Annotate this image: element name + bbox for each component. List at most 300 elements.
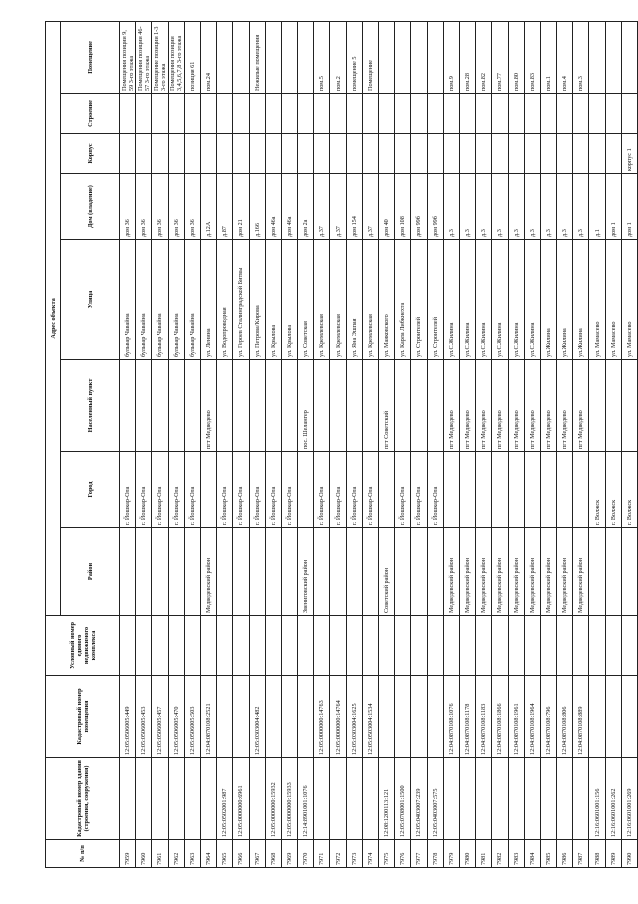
cell-settlement: пгт Медведево [459,360,475,452]
cell-kad-building [330,758,346,840]
cell-settlement [184,360,200,452]
cell-room: пом.2 [330,21,346,93]
cell-korpus [443,134,459,174]
cell-district [136,528,152,616]
cell-district: Медведевский район [476,528,492,616]
table-row [427,21,443,867]
cell-kad-building [168,758,184,840]
header-korpus: Корпус [61,134,120,174]
cell-city: г. Йошкар-Ола [152,452,168,528]
cell-num: 7969 [281,840,297,868]
cell-settlement [330,360,346,452]
cell-korpus [395,134,411,174]
cell-num: 7963 [184,840,200,868]
cell-num: 7988 [589,840,605,868]
cell-num: 7974 [362,840,378,868]
cell-kad-building [508,758,524,840]
cell-settlement [249,360,265,452]
cell-house: дом 108 [395,174,411,240]
cell-district: Медведевский район [492,528,508,616]
cell-settlement: пгт Медведево [573,360,589,452]
cell-kad-room [427,676,443,758]
cell-kad-room: 12:04:0870108:889 [573,676,589,758]
cell-cond-num [508,616,524,676]
cell-cond-num [605,616,621,676]
cell-room [589,21,605,93]
cell-room: пом.9 [443,21,459,93]
cell-num: 7966 [233,840,249,868]
cell-korpus [249,134,265,174]
cell-house: д.3 [540,174,556,240]
cell-kad-room: 12:04:0870108:1178 [459,676,475,758]
table-row [589,21,605,867]
cell-house: дом 46а [281,174,297,240]
cell-street: бульвар Чавайна [152,240,168,360]
cell-settlement: пгт Медведево [524,360,540,452]
cell-street: ул.С.Жилина [492,240,508,360]
table-row [136,21,152,867]
cell-district [217,528,233,616]
cell-kad-room [621,676,637,758]
cell-kad-building [540,758,556,840]
cell-stroenie [379,94,395,134]
cell-stroenie [265,94,281,134]
cell-stroenie [395,94,411,134]
cell-korpus [524,134,540,174]
cell-street: ул.Жилина [557,240,573,360]
cell-room [395,21,411,93]
cell-stroenie [120,94,136,134]
cell-kad-building: 12:05:0502001:987 [217,758,233,840]
cell-num: 7970 [298,840,314,868]
cell-settlement [395,360,411,452]
table-row [249,21,265,867]
cell-num: 7978 [427,840,443,868]
cell-kad-room [411,676,427,758]
cell-street: ул. Крылова [281,240,297,360]
cell-district: Медведевский район [540,528,556,616]
cell-kad-building: 12:05:0708001:1500 [395,758,411,840]
cell-city [476,452,492,528]
cell-korpus [459,134,475,174]
cell-stroenie [411,94,427,134]
cell-settlement [120,360,136,452]
cell-room [233,21,249,93]
cell-room: пом.83 [524,21,540,93]
cell-cond-num [200,616,216,676]
header-stroenie: Строение [61,94,120,134]
cell-city [524,452,540,528]
table-row [265,21,281,867]
cell-district [621,528,637,616]
cell-cond-num [524,616,540,676]
cell-street: ул. Яна Эшпая [346,240,362,360]
cell-kad-building [346,758,362,840]
cell-settlement [265,360,281,452]
cell-kad-room: 12:04:0870108:1866 [492,676,508,758]
cell-street: ул. Мамасево [605,240,621,360]
cell-kad-building [120,758,136,840]
cell-kad-building: 12:05:0000000:6961 [233,758,249,840]
cell-settlement: пгт Медведево [476,360,492,452]
cell-korpus [508,134,524,174]
cell-cond-num [443,616,459,676]
cell-district: Медведевский район [573,528,589,616]
cell-cond-num [249,616,265,676]
table-row [492,21,508,867]
cell-settlement [168,360,184,452]
cell-stroenie [249,94,265,134]
cell-kad-room: 12:05:0503004:1534 [362,676,378,758]
cell-stroenie [508,94,524,134]
cell-num: 7977 [411,840,427,868]
cell-stroenie [184,94,200,134]
cell-stroenie [476,94,492,134]
header-street: Улица [61,240,120,360]
cell-street: ул. Кремлевская [330,240,346,360]
cell-korpus [184,134,200,174]
cell-room: Помещения позиции 3,4,5,6,7,8 3-го этажа [168,21,184,93]
cell-house: дом 36 [184,174,200,240]
cell-kad-room: 12:04:0870108:806 [557,676,573,758]
table-row [200,21,216,867]
table-row [152,21,168,867]
cell-district [427,528,443,616]
cell-num: 7967 [249,840,265,868]
table-row [621,21,637,867]
cell-district: Медведевский район [459,528,475,616]
cell-settlement [427,360,443,452]
cell-house: д.87 [217,174,233,240]
cell-room: пом.3 [573,21,589,93]
cell-cond-num [557,616,573,676]
cell-settlement: пос. Шелангер [298,360,314,452]
cell-kad-building: 12:05:0000000:15932 [265,758,281,840]
cell-street: ул. Ленина [200,240,216,360]
cell-street: ул.С.Жилина [508,240,524,360]
cell-korpus [540,134,556,174]
cell-num: 7979 [443,840,459,868]
cell-room [379,21,395,93]
cell-city: г. Йошкар-Ола [217,452,233,528]
cell-district [330,528,346,616]
cell-kad-building: 12:08:1200113:121 [379,758,395,840]
cell-kad-building [573,758,589,840]
cell-korpus [217,134,233,174]
cell-district [395,528,411,616]
cell-district [362,528,378,616]
cell-stroenie [589,94,605,134]
cell-house: дом 99б [411,174,427,240]
cell-settlement [605,360,621,452]
cell-kad-room: 12:04:0870108:1961 [508,676,524,758]
table-row [443,21,459,867]
table-row [362,21,378,867]
cell-room: Помещения позиции 9, 59 3-го этажа [120,21,136,93]
cell-num: 7968 [265,840,281,868]
cell-street: бульвар Чавайна [136,240,152,360]
cell-district: Медведевский район [557,528,573,616]
cell-city: г. Йошкар-Ола [411,452,427,528]
table-row [540,21,556,867]
cell-kad-building [476,758,492,840]
cell-room: пом.24 [200,21,216,93]
cell-settlement [411,360,427,452]
cell-district [152,528,168,616]
table-row [379,21,395,867]
cell-cond-num [265,616,281,676]
cell-house: дом 36 [168,174,184,240]
cell-num: 7973 [346,840,362,868]
cell-korpus [298,134,314,174]
cell-kad-building [557,758,573,840]
cell-room: пом.80 [508,21,524,93]
cell-district: Медведевский район [524,528,540,616]
cell-cond-num [152,616,168,676]
cell-num: 7983 [508,840,524,868]
cell-num: 7990 [621,840,637,868]
cell-cond-num [330,616,346,676]
cell-cond-num [411,616,427,676]
cell-settlement [362,360,378,452]
cell-city [540,452,556,528]
cell-room: Нежилые помещения [249,21,265,93]
cell-street: ул.Жилина [573,240,589,360]
table-body [120,21,638,867]
cell-stroenie [217,94,233,134]
cell-korpus [168,134,184,174]
cell-city: г. Волжск [589,452,605,528]
cell-cond-num [492,616,508,676]
table-row [524,21,540,867]
property-table [45,21,638,868]
cell-room [621,21,637,93]
cell-settlement [346,360,362,452]
cell-city [492,452,508,528]
cell-cond-num [136,616,152,676]
cell-kad-room [589,676,605,758]
cell-house: д.3 [557,174,573,240]
cell-korpus [427,134,443,174]
cell-stroenie [298,94,314,134]
cell-city [200,452,216,528]
cell-house: дом 154 [346,174,362,240]
cell-num: 7961 [152,840,168,868]
cell-city: г. Йошкар-Ола [168,452,184,528]
cell-kad-building: 12:05:0403007:239 [411,758,427,840]
cell-room: Помещение позиции 1-3 3-го этажа [152,21,168,93]
cell-city [573,452,589,528]
cell-settlement: пгт Медведево [557,360,573,452]
cell-cond-num [476,616,492,676]
cell-kad-building [362,758,378,840]
header-row-top [46,21,61,867]
cell-district [589,528,605,616]
cell-kad-building [152,758,168,840]
table-row [411,21,427,867]
table-row [557,21,573,867]
cell-stroenie [362,94,378,134]
cell-stroenie [524,94,540,134]
cell-cond-num [621,616,637,676]
cell-house: дом 36 [152,174,168,240]
cell-district [281,528,297,616]
cell-cond-num [298,616,314,676]
cell-stroenie [427,94,443,134]
cell-street: бульвар Чавайна [120,240,136,360]
table-row [281,21,297,867]
cell-district [265,528,281,616]
cell-city: г. Йошкар-Ола [120,452,136,528]
cell-stroenie [573,94,589,134]
cell-city: г. Йошкар-Ола [249,452,265,528]
cell-city [459,452,475,528]
cell-kad-room: 12:05:0506005:449 [120,676,136,758]
cell-house: дом 36 [120,174,136,240]
header-city: Город [61,452,120,528]
table-row [233,21,249,867]
cell-settlement [217,360,233,452]
cell-house: д.37 [330,174,346,240]
cell-num: 7964 [200,840,216,868]
cell-room [265,21,281,93]
cell-street: ул. Карла Либкнехта [395,240,411,360]
cell-stroenie [330,94,346,134]
cell-num: 7985 [540,840,556,868]
cell-house: дом 46а [265,174,281,240]
cell-house: дом 36 [136,174,152,240]
cell-district: Медведевский район [508,528,524,616]
cell-num: 7965 [217,840,233,868]
cell-korpus [362,134,378,174]
cell-street: ул.С.Жилина [476,240,492,360]
cell-city [557,452,573,528]
header-num: № п/п [46,840,120,868]
cell-street: ул. Водопроводная [217,240,233,360]
cell-stroenie [540,94,556,134]
cell-kad-building [524,758,540,840]
cell-street: бульвар Чавайна [168,240,184,360]
cell-house: дом 40 [379,174,395,240]
cell-house: д.3 [573,174,589,240]
cell-kad-room [281,676,297,758]
cell-korpus [605,134,621,174]
cell-room: пом.82 [476,21,492,93]
cell-district: Советский район [379,528,395,616]
table-row [573,21,589,867]
cell-kad-building [443,758,459,840]
cell-kad-room: 12:04:0870108:2521 [200,676,216,758]
cell-settlement: пгт Медведево [492,360,508,452]
cell-city: г. Йошкар-Ола [362,452,378,528]
cell-kad-building: 12:05:0000000:15933 [281,758,297,840]
cell-kad-room: 12:04:0870108:796 [540,676,556,758]
cell-kad-building [314,758,330,840]
cell-district: Звениговский район [298,528,314,616]
cell-house: д.3 [476,174,492,240]
cell-korpus [557,134,573,174]
cell-stroenie [200,94,216,134]
cell-settlement: пгт Медведево [443,360,459,452]
cell-kad-room: 12:05:0506005:503 [184,676,200,758]
cell-kad-room: 12:05:0506005:457 [152,676,168,758]
cell-room: пом.1 [540,21,556,93]
cell-num: 7975 [379,840,395,868]
cell-num: 7971 [314,840,330,868]
cell-kad-room [233,676,249,758]
cell-district: Медведевский район [200,528,216,616]
cell-cond-num [281,616,297,676]
header-district: Район [61,528,120,616]
cell-kad-room: 12:05:0000000:14763 [314,676,330,758]
cell-city: г. Йошкар-Ола [265,452,281,528]
cell-street: ул. Строителей [411,240,427,360]
cell-street: ул. Крылова [265,240,281,360]
cell-house: д.37 [362,174,378,240]
cell-cond-num [184,616,200,676]
cell-district [314,528,330,616]
cell-settlement [233,360,249,452]
cell-room: пом.5 [314,21,330,93]
cell-kad-room [298,676,314,758]
cell-street: ул. Маяковского [379,240,395,360]
cell-kad-building [249,758,265,840]
cell-korpus [411,134,427,174]
cell-num: 7982 [492,840,508,868]
table-row [459,21,475,867]
cell-room: пом.28 [459,21,475,93]
cell-kad-building [492,758,508,840]
table-row [508,21,524,867]
table-row [314,21,330,867]
table-row [120,21,136,867]
cell-num: 7959 [120,840,136,868]
cell-stroenie [346,94,362,134]
cell-num: 7960 [136,840,152,868]
cell-kad-room [379,676,395,758]
cell-cond-num [573,616,589,676]
cell-room: Помещения позиции 46-57 3-го этажа [136,21,152,93]
cell-stroenie [233,94,249,134]
cell-kad-room: 12:05:0303004:1625 [346,676,362,758]
cell-cond-num [362,616,378,676]
cell-house: д.3 [524,174,540,240]
header-kad-building: Кадастровый номер здания (строения, сооружения) [46,758,120,840]
cell-district [184,528,200,616]
cell-korpus [233,134,249,174]
cell-city: г. Йошкар-Ола [184,452,200,528]
cell-street: ул.Жилина [540,240,556,360]
cell-house: д.3 [459,174,475,240]
cell-house: дом 21 [233,174,249,240]
cell-cond-num [379,616,395,676]
cell-num: 7980 [459,840,475,868]
cell-korpus [492,134,508,174]
cell-cond-num [217,616,233,676]
cell-stroenie [281,94,297,134]
cell-cond-num [459,616,475,676]
cell-kad-room: 12:04:0870108:1964 [524,676,540,758]
cell-stroenie [168,94,184,134]
cell-street: ул. Советская [298,240,314,360]
cell-cond-num [233,616,249,676]
cell-room [411,21,427,93]
cell-korpus [314,134,330,174]
cell-room: Помещение [362,21,378,93]
cell-district [233,528,249,616]
cell-num: 7972 [330,840,346,868]
cell-house: дом 2а [298,174,314,240]
